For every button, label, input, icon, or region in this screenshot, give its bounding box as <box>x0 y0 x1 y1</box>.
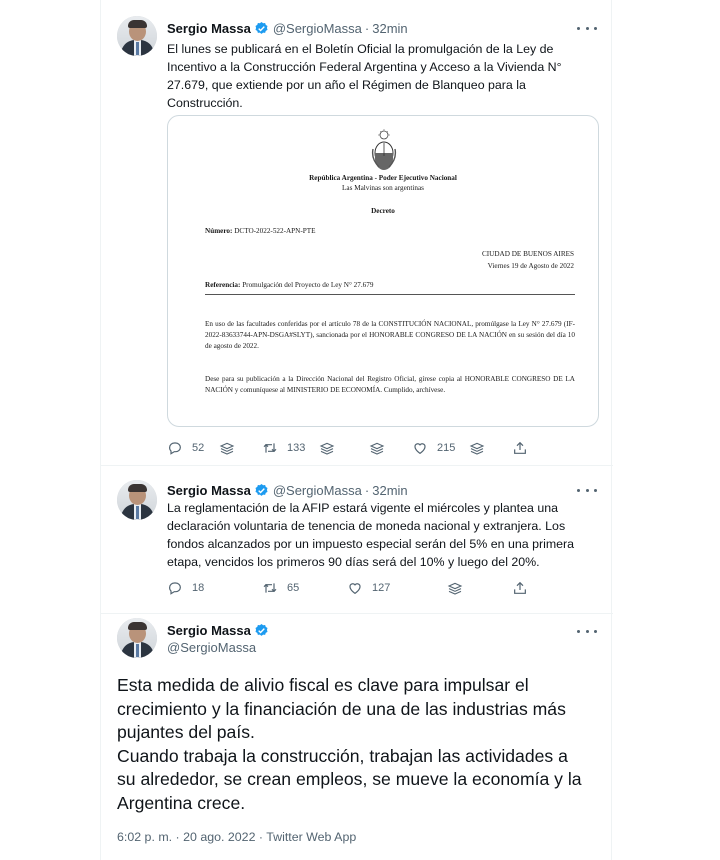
reference-label: Referencia: <box>205 281 241 289</box>
display-name[interactable]: Sergio Massa <box>167 482 251 498</box>
avatar[interactable] <box>117 618 157 658</box>
share-button[interactable] <box>512 439 528 457</box>
display-name[interactable]: Sergio Massa <box>167 622 251 638</box>
document-reference <box>205 281 373 289</box>
more-options-icon[interactable] <box>577 483 597 497</box>
tweet-text-paragraph: Esta medida de alivio fiscal es clave para impulsar el crecimiento y la financiación de una de las industrias más pujantes del país. <box>117 675 566 742</box>
stack-icon <box>447 580 463 596</box>
tweet-header <box>167 18 408 38</box>
reply-button[interactable] <box>167 579 204 597</box>
avatar[interactable] <box>117 480 157 520</box>
share-icon <box>512 440 528 456</box>
retweet-icon <box>262 440 278 456</box>
like-count: 215 <box>437 442 456 454</box>
tweet-text: La reglamentación de la AFIP estará vigente el miércoles y plantea una declaración voluntaria de tenencia de moneda nacional y extranjera. Los fondos alcanzados por un impuesto especial serán del 5% en una primera etapa, vencidos los primeros 90 días será del 10% y luego del 20%. <box>167 501 575 569</box>
attached-document-image[interactable] <box>167 115 599 427</box>
more-options-icon[interactable] <box>577 624 597 638</box>
more-options-icon[interactable] <box>577 21 597 35</box>
document-date: Viernes 19 de Agosto de 2022 <box>487 262 574 270</box>
reply-icon <box>167 580 183 596</box>
verified-badge-icon <box>254 483 269 498</box>
stack-icon <box>469 440 485 456</box>
verified-badge-icon <box>254 21 269 36</box>
display-name[interactable]: Sergio Massa <box>167 20 251 36</box>
retweet-button[interactable] <box>262 439 305 457</box>
decree-document <box>168 116 598 426</box>
document-number <box>205 227 316 235</box>
timeline-column <box>100 0 612 860</box>
number-value: DCTO-2022-522-APN-PTE <box>234 227 316 235</box>
reply-button[interactable] <box>167 439 204 457</box>
like-button[interactable] <box>347 579 390 597</box>
stack-button[interactable] <box>447 579 463 597</box>
reply-icon <box>167 440 183 456</box>
like-count: 127 <box>372 582 391 594</box>
document-paragraph-1: En uso de las facultades conferidas por el artículo 78 de la CONSTITUCIÓN NACIONAL, promúlgase la Ley N° 27.679 (IF-2022-83633744-APN-DSGA#SLYT), sancionada por el HONORABLE CONGRESO DE LA NACIÓN en su sesión del día 10 de agosto de 2022. <box>205 320 575 350</box>
handle[interactable]: @SergioMassa <box>167 640 257 655</box>
document-type: Decreto <box>371 207 395 215</box>
handle[interactable]: @SergioMassa <box>272 20 362 36</box>
stack-button[interactable] <box>369 439 385 457</box>
separator-dot: · <box>364 20 370 36</box>
stack-icon <box>319 440 335 456</box>
stack-button[interactable] <box>469 439 485 457</box>
stack-button[interactable] <box>319 439 335 457</box>
tweet[interactable] <box>101 0 613 466</box>
reference-value: Promulgación del Proyecto de Ley N° 27.679 <box>242 281 374 289</box>
stack-button[interactable] <box>219 439 235 457</box>
document-city: CIUDAD DE BUENOS AIRES <box>481 250 574 258</box>
retweet-count: 65 <box>287 582 300 594</box>
heart-icon <box>347 580 363 596</box>
divider <box>205 294 575 295</box>
tweet-actions <box>167 439 593 457</box>
share-icon <box>512 580 528 596</box>
tweet-text: El lunes se publicará en el Boletín Oficial la promulgación de la Ley de Incentivo a la Construcción Federal Argentina y Acceso a la Vivienda N° 27.679, que extiende por un año el Régimen de Blanqueo para la Construcción. <box>167 42 562 110</box>
avatar[interactable] <box>117 16 157 56</box>
tweet-text-paragraph: Cuando trabaja la construcción, trabajan las actividades a su alrededor, se crean empleos, se mueve la economía y la Argentina crece. <box>117 745 582 813</box>
tweet-header <box>167 620 273 640</box>
separator-dot: · <box>364 482 370 498</box>
stack-icon <box>369 440 385 456</box>
document-subheader: Las Malvinas son argentinas <box>342 184 424 192</box>
reply-count: 52 <box>192 442 205 454</box>
retweet-icon <box>262 580 278 596</box>
main-tweet[interactable] <box>101 614 613 860</box>
handle[interactable]: @SergioMassa <box>272 482 362 498</box>
tweet-text <box>117 674 587 815</box>
share-button[interactable] <box>512 579 528 597</box>
number-label: Número: <box>205 227 233 235</box>
timestamp[interactable]: 32min <box>372 482 408 498</box>
coat-of-arms-icon <box>369 129 399 171</box>
reply-count: 18 <box>192 582 205 594</box>
document-header: República Argentina - Poder Ejecutivo Nacional <box>309 174 457 182</box>
like-button[interactable] <box>412 439 455 457</box>
tweet-timestamp[interactable]: 6:02 p. m. · 20 ago. 2022 · Twitter Web App <box>117 830 357 844</box>
verified-badge-icon <box>254 623 269 638</box>
heart-icon <box>412 440 428 456</box>
tweet[interactable] <box>101 466 613 614</box>
retweet-count: 133 <box>287 442 306 454</box>
stack-icon <box>219 440 235 456</box>
document-paragraph-2: Dese para su publicación a la Dirección Nacional del Registro Oficial, gírese copia al HONORABLE CONGRESO DE LA NACIÓN y comuníquese al MINISTERIO DE ECONOMÍA. Cumplido, archívese. <box>205 375 575 394</box>
tweet-actions <box>167 579 593 597</box>
tweet-header <box>167 480 408 500</box>
timestamp[interactable]: 32min <box>372 20 408 36</box>
retweet-button[interactable] <box>262 579 299 597</box>
